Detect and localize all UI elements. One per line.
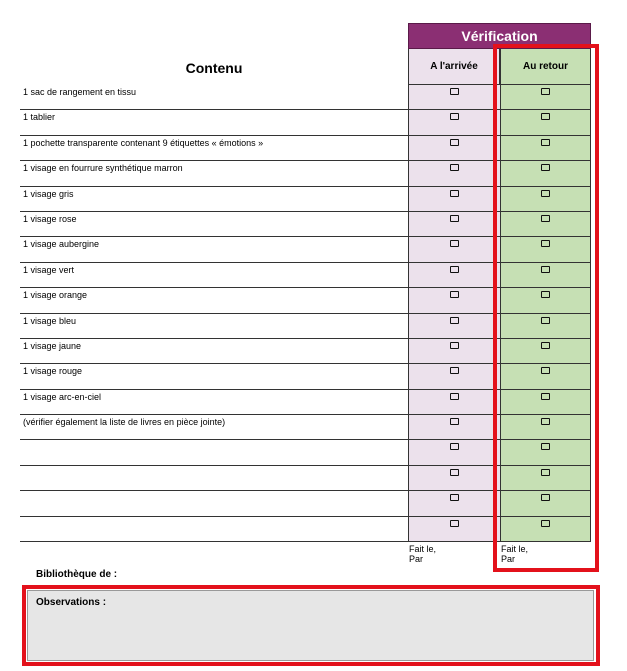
check-cell-retour xyxy=(500,110,591,135)
item-label: 1 visage vert xyxy=(20,263,408,288)
item-label: 1 visage gris xyxy=(20,187,408,212)
observations-field[interactable] xyxy=(27,590,594,661)
checkbox-retour[interactable] xyxy=(541,164,550,171)
checkbox-arrive[interactable] xyxy=(450,88,459,95)
item-label: 1 visage aubergine xyxy=(20,237,408,262)
table-row xyxy=(20,263,591,288)
item-label: 1 visage bleu xyxy=(20,314,408,339)
checkbox-retour[interactable] xyxy=(541,317,550,324)
checkbox-retour[interactable] xyxy=(541,494,550,501)
check-cell-arrive xyxy=(408,110,500,135)
item-label: 1 tablier xyxy=(20,110,408,135)
table-row xyxy=(20,161,591,186)
check-cell-retour xyxy=(500,517,591,542)
table-row xyxy=(20,415,591,440)
item-label: 1 visage en fourrure synthétique marron xyxy=(20,161,408,186)
check-cell-arrive xyxy=(408,517,500,542)
table-row xyxy=(20,364,591,389)
table-row xyxy=(20,440,591,465)
check-cell-arrive xyxy=(408,440,500,465)
item-label xyxy=(20,440,408,465)
checkbox-retour[interactable] xyxy=(541,113,550,120)
checkbox-arrive[interactable] xyxy=(450,520,459,527)
checkbox-arrive[interactable] xyxy=(450,240,459,247)
table-row xyxy=(20,136,591,161)
item-label: 1 visage rouge xyxy=(20,364,408,389)
checkbox-retour[interactable] xyxy=(541,520,550,527)
checkbox-arrive[interactable] xyxy=(450,266,459,273)
checkbox-arrive[interactable] xyxy=(450,494,459,501)
checkbox-retour[interactable] xyxy=(541,88,550,95)
checkbox-arrive[interactable] xyxy=(450,317,459,324)
check-cell-retour xyxy=(500,491,591,516)
table-row xyxy=(20,517,591,542)
check-cell-retour xyxy=(500,288,591,313)
check-cell-arrive xyxy=(408,161,500,186)
table-row xyxy=(20,390,591,415)
contenu-title: Contenu xyxy=(185,60,243,76)
check-cell-arrive xyxy=(408,339,500,364)
check-cell-retour xyxy=(500,415,591,440)
check-cell-arrive xyxy=(408,390,500,415)
check-cell-arrive xyxy=(408,263,500,288)
check-cell-arrive xyxy=(408,212,500,237)
checkbox-retour[interactable] xyxy=(541,190,550,197)
check-cell-arrive xyxy=(408,237,500,262)
checkbox-arrive[interactable] xyxy=(450,367,459,374)
signature-arrivee xyxy=(409,544,436,564)
check-cell-retour xyxy=(500,314,591,339)
item-label: 1 visage rose xyxy=(20,212,408,237)
checkbox-retour[interactable] xyxy=(541,266,550,273)
item-label: 1 pochette transparente contenant 9 étiquettes « émotions » xyxy=(20,136,408,161)
column-header-retour: Au retour xyxy=(500,49,591,85)
item-label: 1 visage orange xyxy=(20,288,408,313)
signature-retour xyxy=(501,544,528,564)
table-row xyxy=(20,237,591,262)
table-row xyxy=(20,212,591,237)
item-label: 1 visage arc-en-ciel xyxy=(20,390,408,415)
check-cell-arrive xyxy=(408,415,500,440)
item-label: 1 sac de rangement en tissu xyxy=(20,85,408,110)
checkbox-arrive[interactable] xyxy=(450,164,459,171)
table-row xyxy=(20,85,591,110)
check-cell-arrive xyxy=(408,136,500,161)
checkbox-retour[interactable] xyxy=(541,291,550,298)
check-cell-retour xyxy=(500,466,591,491)
table-row xyxy=(20,466,591,491)
checkbox-retour[interactable] xyxy=(541,469,550,476)
par-label: Par xyxy=(501,554,516,564)
item-label xyxy=(20,491,408,516)
column-header-arrivee: A l'arrivée xyxy=(408,49,500,85)
fait-le-label: Fait le, xyxy=(501,544,529,554)
table-row xyxy=(20,288,591,313)
check-cell-arrive xyxy=(408,491,500,516)
check-cell-retour xyxy=(500,161,591,186)
table-row xyxy=(20,314,591,339)
item-label: (vérifier également la liste de livres en pièce jointe) xyxy=(20,415,408,440)
checkbox-arrive[interactable] xyxy=(450,113,459,120)
fait-le-label: Fait le, xyxy=(409,544,437,554)
checkbox-arrive[interactable] xyxy=(450,393,459,400)
check-cell-retour xyxy=(500,212,591,237)
checkbox-retour[interactable] xyxy=(541,139,550,146)
check-cell-retour xyxy=(500,440,591,465)
checkbox-arrive[interactable] xyxy=(450,443,459,450)
checkbox-retour[interactable] xyxy=(541,367,550,374)
checkbox-arrive[interactable] xyxy=(450,342,459,349)
checkbox-arrive[interactable] xyxy=(450,291,459,298)
observations-label: Observations : xyxy=(36,597,107,608)
item-label: 1 visage jaune xyxy=(20,339,408,364)
checkbox-retour[interactable] xyxy=(541,240,550,247)
check-cell-retour xyxy=(500,237,591,262)
checkbox-retour[interactable] xyxy=(541,342,550,349)
checkbox-retour[interactable] xyxy=(541,418,550,425)
check-cell-arrive xyxy=(408,187,500,212)
par-label: Par xyxy=(409,554,424,564)
checkbox-arrive[interactable] xyxy=(450,469,459,476)
item-label xyxy=(20,466,408,491)
bibliotheque-label: Bibliothèque de : xyxy=(36,569,118,580)
check-cell-arrive xyxy=(408,314,500,339)
check-cell-arrive xyxy=(408,288,500,313)
check-cell-retour xyxy=(500,85,591,110)
checkbox-arrive[interactable] xyxy=(450,418,459,425)
table-row xyxy=(20,491,591,516)
checkbox-arrive[interactable] xyxy=(450,190,459,197)
check-cell-retour xyxy=(500,136,591,161)
table-row xyxy=(20,339,591,364)
checkbox-retour[interactable] xyxy=(541,393,550,400)
verification-header: Vérification xyxy=(408,23,591,49)
checkbox-retour[interactable] xyxy=(541,215,550,222)
check-cell-retour xyxy=(500,187,591,212)
checkbox-retour[interactable] xyxy=(541,443,550,450)
check-cell-arrive xyxy=(408,85,500,110)
table-row xyxy=(20,110,591,135)
table-row xyxy=(20,187,591,212)
check-cell-retour xyxy=(500,339,591,364)
checkbox-arrive[interactable] xyxy=(450,139,459,146)
check-cell-retour xyxy=(500,390,591,415)
item-label xyxy=(20,517,408,542)
check-cell-arrive xyxy=(408,364,500,389)
check-cell-retour xyxy=(500,364,591,389)
checkbox-arrive[interactable] xyxy=(450,215,459,222)
check-cell-retour xyxy=(500,263,591,288)
check-cell-arrive xyxy=(408,466,500,491)
checklist-table xyxy=(20,85,591,542)
